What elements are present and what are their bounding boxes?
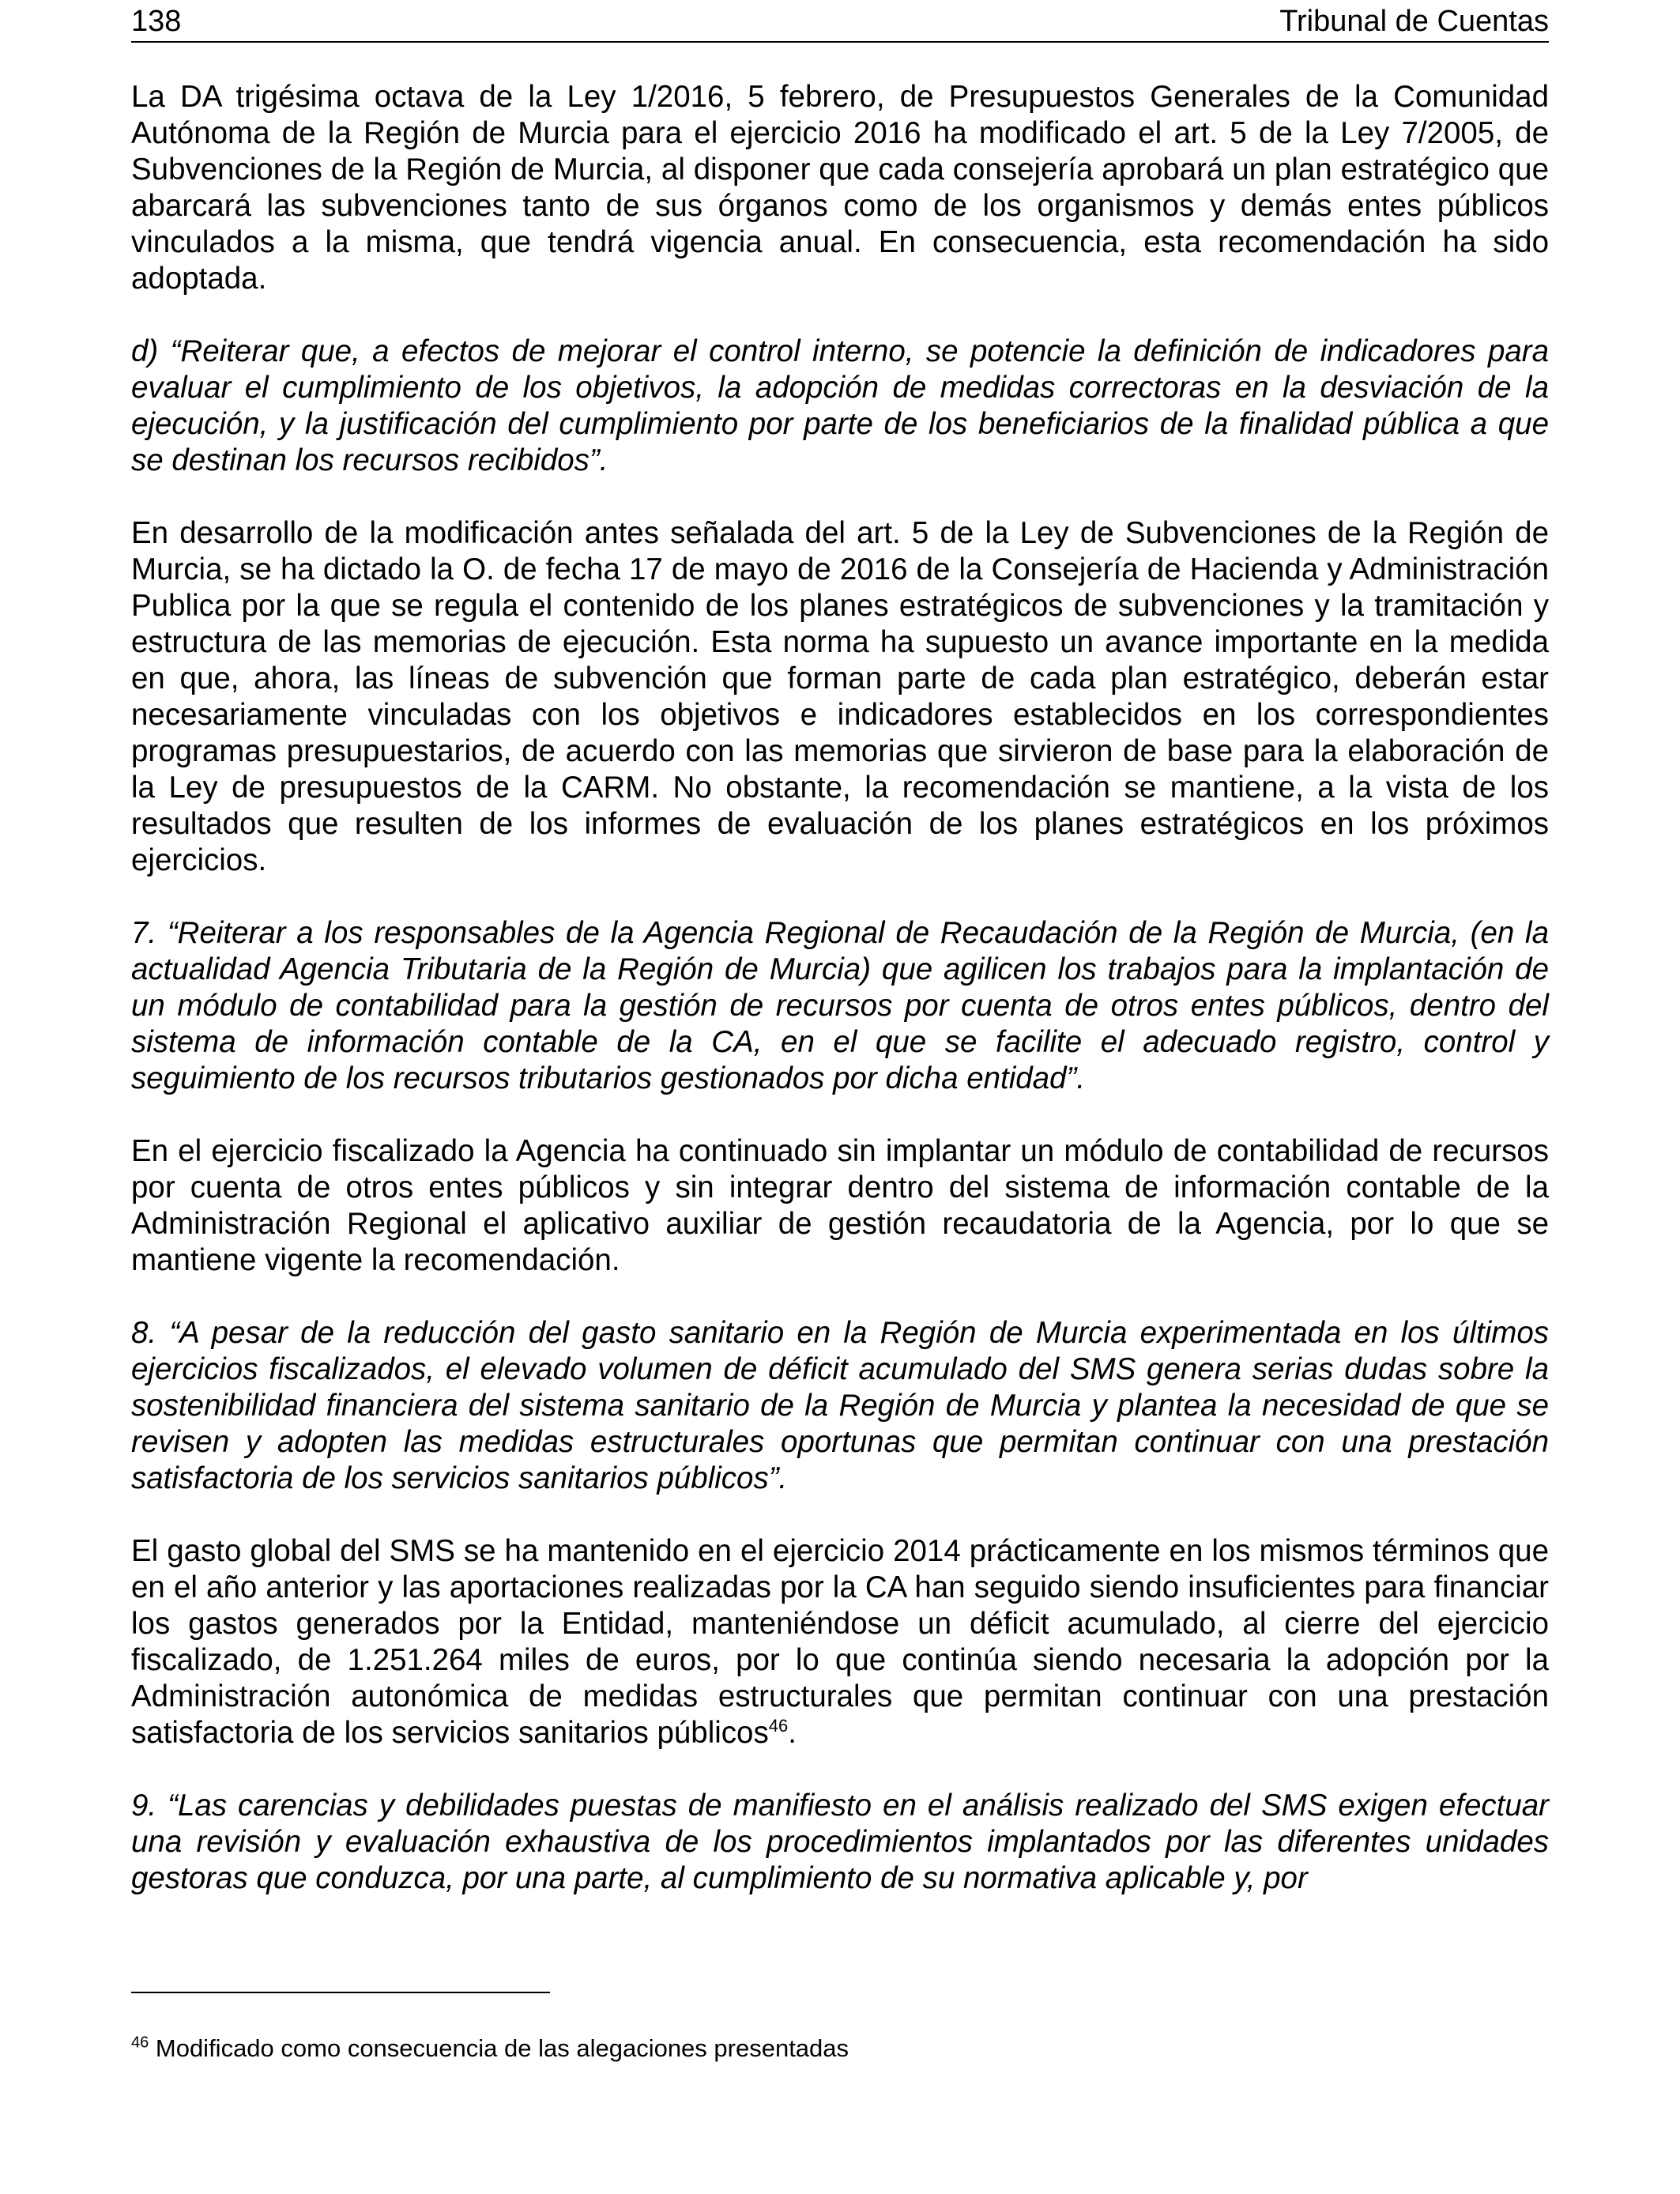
- footnote-divider: [131, 1992, 550, 1993]
- paragraph-desarrollo: En desarrollo de la modificación antes señalada del art. 5 de la Ley de Subvenciones de la Región de Murcia, se ha dictado la O. de fecha 17 de mayo de 2016 de la Consejería de Hacienda y Administración Publica por la que se regula el contenido de los planes estratégicos de subvenciones y la tramitación y estructura de las memorias de ejecución. Esta norma ha supuesto un avance importante en la medida en que, ahora, las líneas de subvención que forman parte de cada plan estratégico, deberán estar necesariamente vinculadas con los objetivos e indicadores establecidos en los correspondientes programas presupuestarios, de acuerdo con las memorias que sirvieron de base para la elaboración de la Ley de presupuestos de la CARM. No obstante, la recomendación se mantiene, a la vista de los resultados que resulten de los informes de evaluación de los planes estratégicos en los próximos ejercicios.: [131, 516, 1549, 877]
- body-text: [131, 79, 1549, 1933]
- footnote-text: Modificado como consecuencia de las alegaciones presentadas: [155, 2034, 849, 2062]
- paragraph-da-trigesima: La DA trigésima octava de la Ley 1/2016, 5 febrero, de Presupuestos Generales de la Comunidad Autónoma de la Región de Murcia para el ejercicio 2016 ha modificado el art. 5 de la Ley 7/2005, de Subvenciones de la Región de Murcia, al disponer que cada consejería aprobará un plan estratégico que abarcará las subvenciones tanto de sus órganos como de los organismos y demás entes públicos vinculados a la misma, que tendrá vigencia anual. En consecuencia, esta recomendación ha sido adoptada.: [131, 80, 1549, 296]
- recommendation-9-quote: 9. “Las carencias y debilidades puestas de manifiesto en el análisis realizado del SMS exigen efectuar una revisión y evaluación exhaustiva de los procedimientos implantados por las diferentes unidades gestoras que conduzca, por una parte, al cumplimiento de su normativa aplicable y, por: [131, 1789, 1549, 1895]
- page-header: [131, 0, 1549, 43]
- running-title: Tribunal de Cuentas: [1279, 5, 1549, 38]
- recommendation-8-quote: 8. “A pesar de la reducción del gasto sanitario en la Región de Murcia experimentada en los últimos ejercicios fiscalizados, el elevado volumen de déficit acumulado del SMS genera serias dudas sobre la sostenibilidad financiera del sistema sanitario de la Región de Murcia y plantea la necesidad de que se revisen y adopten las medidas estructurales oportunas que permitan continuar con una prestación satisfactoria de los servicios sanitarios públicos”.: [131, 1316, 1549, 1495]
- page-number: 138: [131, 5, 182, 38]
- footnote-marker: 46: [131, 2034, 149, 2052]
- paragraph-gasto-sms-text: El gasto global del SMS se ha mantenido en el ejercicio 2014 prácticamente en los mismos términos que en el año anterior y las aportaciones realizadas por la CA han seguido siendo insuficientes para financiar los gastos generados por la Entidad, manteniéndose un déficit acumulado, al cierre del ejercicio fiscalizado, de 1.251.264 miles de euros, por lo que continúa siendo necesaria la adopción por la Administración autonómica de medidas estructurales que permitan continuar con una prestación satisfactoria de los servicios sanitarios públicos: [131, 1534, 1549, 1750]
- paragraph-end-period: .: [788, 1716, 797, 1750]
- recommendation-7-quote: 7. “Reiterar a los responsables de la Agencia Regional de Recaudación de la Región de Murcia, (en la actualidad Agencia Tributaria de la Región de Murcia) que agilicen los trabajos para la implantación de un módulo de contabilidad para la gestión de recursos por cuenta de otros entes públicos, dentro del sistema de información contable de la CA, en el que se facilite el adecuado registro, control y seguimiento de los recursos tributarios gestionados por dicha entidad”.: [131, 916, 1549, 1095]
- paragraph-agencia: En el ejercicio fiscalizado la Agencia ha continuado sin implantar un módulo de contabilidad de recursos por cuenta de otros entes públicos y sin integrar dentro del sistema de información contable de la Administración Regional el aplicativo auxiliar de gestión recaudatoria de la Agencia, por lo que se mantiene vigente la recomendación.: [131, 1134, 1549, 1277]
- recommendation-d-quote: d) “Reiterar que, a efectos de mejorar el control interno, se potencie la definición de indicadores para evaluar el cumplimiento de los objetivos, la adopción de medidas correctoras en la desviación de la ejecución, y la justificación del cumplimiento por parte de los beneficiarios de la finalidad pública a que se destinan los recursos recibidos”.: [131, 334, 1549, 477]
- footnote-reference[interactable]: 46: [768, 1716, 789, 1736]
- paragraph-gasto-sms: [131, 1533, 1549, 1751]
- footnote: [131, 2033, 1549, 2064]
